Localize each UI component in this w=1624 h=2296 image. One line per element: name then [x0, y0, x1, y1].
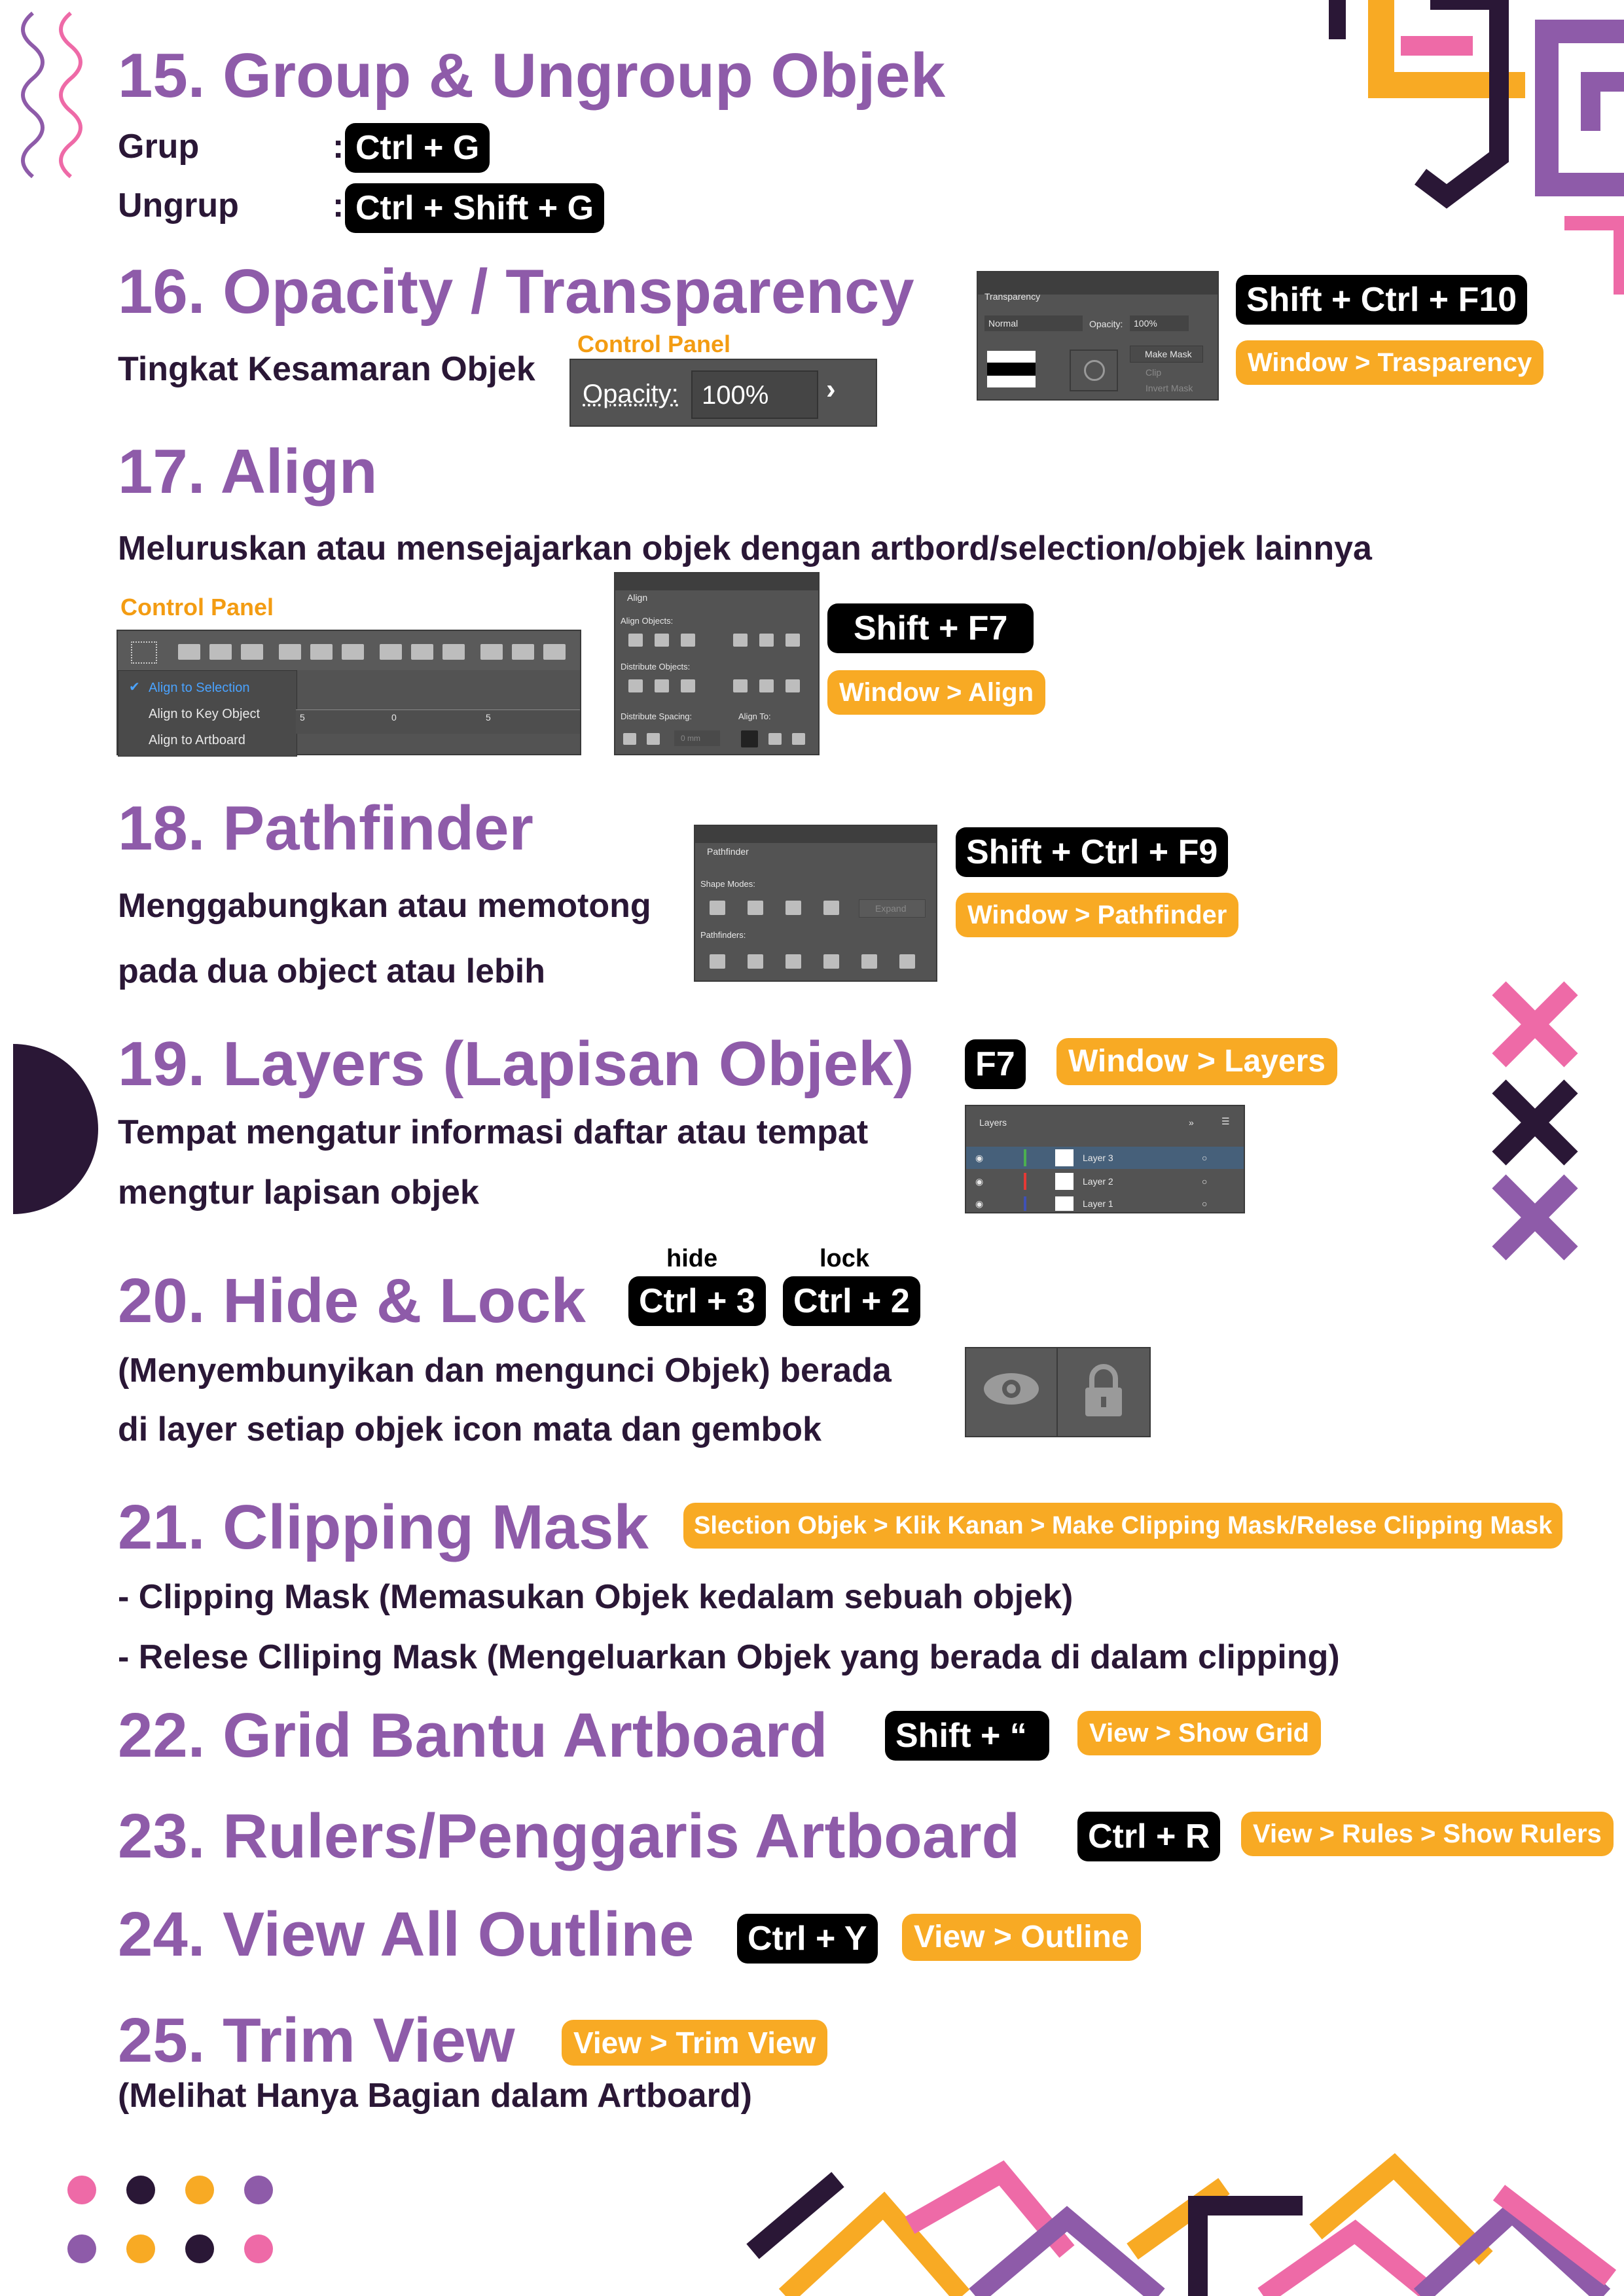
chevron-right-icon[interactable]: › [826, 373, 836, 405]
outline-icon[interactable] [861, 954, 877, 969]
section-21-line-2: - Relese Clliping Mask (Mengeluarkan Objek yang berada di dalam clipping) [118, 1638, 1340, 1676]
crop-icon[interactable] [823, 954, 839, 969]
section-21-line-1: - Clipping Mask (Memasukan Objek kedalam sebuah objek) [118, 1578, 1074, 1616]
clipping-mask-menu-path: Slection Objek > Klik Kanan > Make Clipping Mask/Relese Clipping Mask [683, 1503, 1562, 1549]
align-to-artboard-icon[interactable] [792, 733, 805, 745]
target-icon[interactable]: ○ [1202, 1176, 1208, 1187]
clip-checkbox[interactable]: Clip [1146, 367, 1162, 378]
align-to-selection-icon[interactable] [768, 733, 782, 745]
eye-visibility-icon[interactable] [966, 1348, 1058, 1436]
dots-decoration [59, 2173, 295, 2271]
blend-mode-select[interactable]: Normal [984, 315, 1083, 331]
panel-opacity-label: Opacity: [1089, 319, 1123, 329]
ungrup-colon: : [333, 187, 344, 224]
section-25-desc: (Melihat Hanya Bagian dalam Artboard) [118, 2077, 752, 2115]
panel-distribute-center-icon[interactable] [759, 679, 774, 692]
x-marks-decoration [1486, 975, 1584, 1270]
layer-thumbnail [1055, 1173, 1074, 1190]
grid-menu-path: View > Show Grid [1077, 1711, 1321, 1755]
panel-align-center-icon[interactable] [655, 634, 669, 647]
opacity-input[interactable] [691, 370, 818, 419]
group-shortcut-badge: Ctrl + G [345, 123, 490, 173]
transparency-shortcut-badge: Shift + Ctrl + F10 [1236, 275, 1527, 325]
panel-distribute-top-icon[interactable] [628, 679, 643, 692]
transparency-menu-path: Window > Trasparency [1236, 340, 1543, 385]
thumbnail [987, 351, 1036, 387]
distribute-center-icon[interactable] [512, 644, 534, 660]
align-to-key-object-item[interactable]: Align to Key Object [149, 707, 261, 721]
distribute-top-icon[interactable] [380, 644, 402, 660]
opacity-label: Opacity: [583, 380, 679, 408]
rulers-menu-path: View > Rules > Show Rulers [1241, 1812, 1614, 1856]
grid-shortcut-badge: Shift + “ [885, 1711, 1049, 1761]
section-19-desc-2: mengtur lapisan objek [118, 1174, 479, 1211]
lock-label: lock [820, 1245, 870, 1272]
hide-shortcut-badge: Ctrl + 3 [628, 1276, 766, 1326]
layer-row-1[interactable] [966, 1147, 1244, 1169]
trim-icon[interactable] [748, 954, 763, 969]
align-shortcut-badge: Shift + F7 [827, 603, 1034, 653]
hide-lock-panel [965, 1347, 1151, 1437]
wavy-lines-decoration [0, 0, 105, 216]
panel-opacity-input[interactable]: 100% [1130, 315, 1189, 331]
exclude-icon[interactable] [823, 901, 839, 915]
spacing-horizontal-icon[interactable] [647, 733, 660, 745]
pathfinder-shortcut-badge: Shift + Ctrl + F9 [956, 827, 1228, 877]
checkmark-icon: ✔ [129, 680, 140, 694]
unite-icon[interactable] [710, 901, 725, 915]
align-dropdown-menu [118, 670, 297, 757]
section-16-desc: Tingkat Kesamaran Objek [118, 350, 535, 388]
layer-thumbnail [1055, 1196, 1074, 1211]
align-to-icon[interactable] [131, 641, 157, 664]
outline-menu-path: View > Outline [902, 1914, 1141, 1961]
section-23-title: 23. Rulers/Penggaris Artboard [118, 1801, 1020, 1871]
spacing-input[interactable]: 0 mm [674, 730, 720, 746]
layer-name[interactable]: Layer 3 [1083, 1153, 1113, 1163]
align-top-icon[interactable] [279, 644, 301, 660]
opacity-control-panel [569, 359, 877, 427]
section-16-title: 16. Opacity / Transparency [118, 257, 914, 327]
distribute-left-icon[interactable] [480, 644, 503, 660]
align-middle-icon[interactable] [310, 644, 333, 660]
outline-shortcut-badge: Ctrl + Y [737, 1914, 878, 1964]
panel-distribute-right-icon[interactable] [785, 679, 800, 692]
pathfinder-menu-path: Window > Pathfinder [956, 893, 1238, 937]
section-24-title: 24. View All Outline [118, 1899, 695, 1969]
ungroup-shortcut-badge: Ctrl + Shift + G [345, 183, 604, 233]
ruler: 5 0 5 [296, 709, 580, 734]
panel-distribute-left-icon[interactable] [733, 679, 748, 692]
section-18-title: 18. Pathfinder [118, 793, 533, 863]
pathfinder-panel: Pathfinder Shape Modes: Expand Pathfinders: [694, 825, 937, 982]
layers-tab[interactable]: Layers [979, 1117, 1007, 1128]
mask-disabled-icon[interactable] [1070, 350, 1118, 391]
section-18-desc-1: Menggabungkan atau memotong [118, 887, 651, 925]
section-25-title: 25. Trim View [118, 2005, 515, 2075]
align-to-key-icon[interactable] [741, 730, 758, 747]
target-icon[interactable]: ○ [1202, 1198, 1208, 1209]
layer-thumbnail [1055, 1149, 1074, 1166]
top-right-maze-decoration [1316, 0, 1624, 301]
section-21-title: 21. Clipping Mask [118, 1492, 649, 1562]
align-panel: Align Align Objects: Distribute Objects: Distribute Spacing: Align To: 0 mm [614, 572, 820, 755]
layers-shortcut-badge: F7 [965, 1039, 1026, 1089]
align-to-artboard-item[interactable]: Align to Artboard [149, 733, 245, 747]
opacity-value: 100% [702, 381, 769, 410]
ungrup-label: Ungrup [118, 187, 239, 224]
bottom-chevrons-decoration [740, 2153, 1624, 2296]
menu-icon[interactable]: ☰ [1221, 1116, 1230, 1126]
merge-icon[interactable] [785, 954, 801, 969]
eye-icon[interactable]: ◉ [975, 1153, 984, 1163]
layers-panel [965, 1105, 1245, 1213]
transparency-panel [977, 271, 1219, 401]
distribute-bottom-icon[interactable] [442, 644, 465, 660]
panel-align-bottom-icon[interactable] [785, 634, 800, 647]
hide-label: hide [666, 1245, 718, 1272]
align-left-icon[interactable] [178, 644, 200, 660]
align-right-icon[interactable] [241, 644, 263, 660]
rulers-shortcut-badge: Ctrl + R [1077, 1812, 1220, 1861]
section-17-desc: Meluruskan atau mensejajarkan objek dengan artbord/selection/objek lainnya [118, 529, 1372, 567]
grup-colon: : [333, 128, 344, 166]
align-to-selection-item[interactable]: Align to Selection [149, 681, 250, 695]
invert-mask-checkbox[interactable]: Invert Mask [1146, 383, 1193, 393]
section-18-desc-2: pada dua object atau lebih [118, 952, 545, 990]
panel-align-middle-icon[interactable] [759, 634, 774, 647]
panel-align-right-icon[interactable] [681, 634, 695, 647]
layer-name[interactable]: Layer 2 [1083, 1176, 1113, 1187]
divide-icon[interactable] [710, 954, 725, 969]
target-icon[interactable]: ○ [1202, 1153, 1208, 1163]
section-19-title: 19. Layers (Lapisan Objek) [118, 1029, 914, 1099]
align-tab[interactable]: Align [627, 592, 648, 603]
layer-row-2[interactable] [966, 1170, 1244, 1193]
minus-back-icon[interactable] [899, 954, 915, 969]
section-20-desc-2: di layer setiap objek icon mata dan gembok [118, 1410, 821, 1448]
align-bottom-icon[interactable] [342, 644, 364, 660]
panel-distribute-middle-icon[interactable] [655, 679, 669, 692]
half-circle-decoration [0, 1044, 98, 1214]
section-20-title: 20. Hide & Lock [118, 1266, 586, 1336]
layer-name[interactable]: Layer 1 [1083, 1198, 1113, 1209]
transparency-tab[interactable]: Transparency [984, 291, 1041, 302]
section-22-title: 22. Grid Bantu Artboard [118, 1700, 828, 1770]
layer-row-3[interactable] [966, 1194, 1244, 1212]
make-mask-button[interactable]: Make Mask [1130, 346, 1203, 363]
collapse-icon[interactable]: » [1189, 1117, 1194, 1128]
align-control-panel [117, 630, 581, 755]
lock-shortcut-badge: Ctrl + 2 [783, 1276, 920, 1326]
section-15-title: 15. Group & Ungroup Objek [118, 41, 946, 111]
section-20-desc-1: (Menyembunyikan dan mengunci Objek) berada [118, 1352, 892, 1390]
grup-label: Grup [118, 128, 200, 166]
panel-distribute-bottom-icon[interactable] [681, 679, 695, 692]
pathfinder-tab[interactable]: Pathfinder [707, 846, 749, 857]
minus-front-icon[interactable] [748, 901, 763, 915]
section-19-desc-1: Tempat mengatur informasi daftar atau tempat [118, 1113, 869, 1151]
distribute-middle-icon[interactable] [411, 644, 433, 660]
align-center-icon[interactable] [209, 644, 232, 660]
distribute-right-icon[interactable] [543, 644, 566, 660]
spacing-vertical-icon[interactable] [623, 733, 636, 745]
layers-menu-path: Window > Layers [1056, 1038, 1337, 1085]
section-17-title: 17. Align [118, 437, 378, 507]
align-control-panel-label: Control Panel [120, 594, 274, 620]
panel-align-left-icon[interactable] [628, 634, 643, 647]
intersect-icon[interactable] [785, 901, 801, 915]
panel-align-top-icon[interactable] [733, 634, 748, 647]
align-menu-path: Window > Align [827, 670, 1045, 715]
trim-view-menu-path: View > Trim View [562, 2020, 827, 2066]
control-panel-label: Control Panel [577, 331, 731, 357]
eye-icon[interactable]: ◉ [975, 1198, 984, 1209]
lock-icon[interactable] [1058, 1348, 1149, 1436]
eye-icon[interactable]: ◉ [975, 1176, 984, 1187]
expand-button[interactable]: Expand [859, 899, 926, 918]
